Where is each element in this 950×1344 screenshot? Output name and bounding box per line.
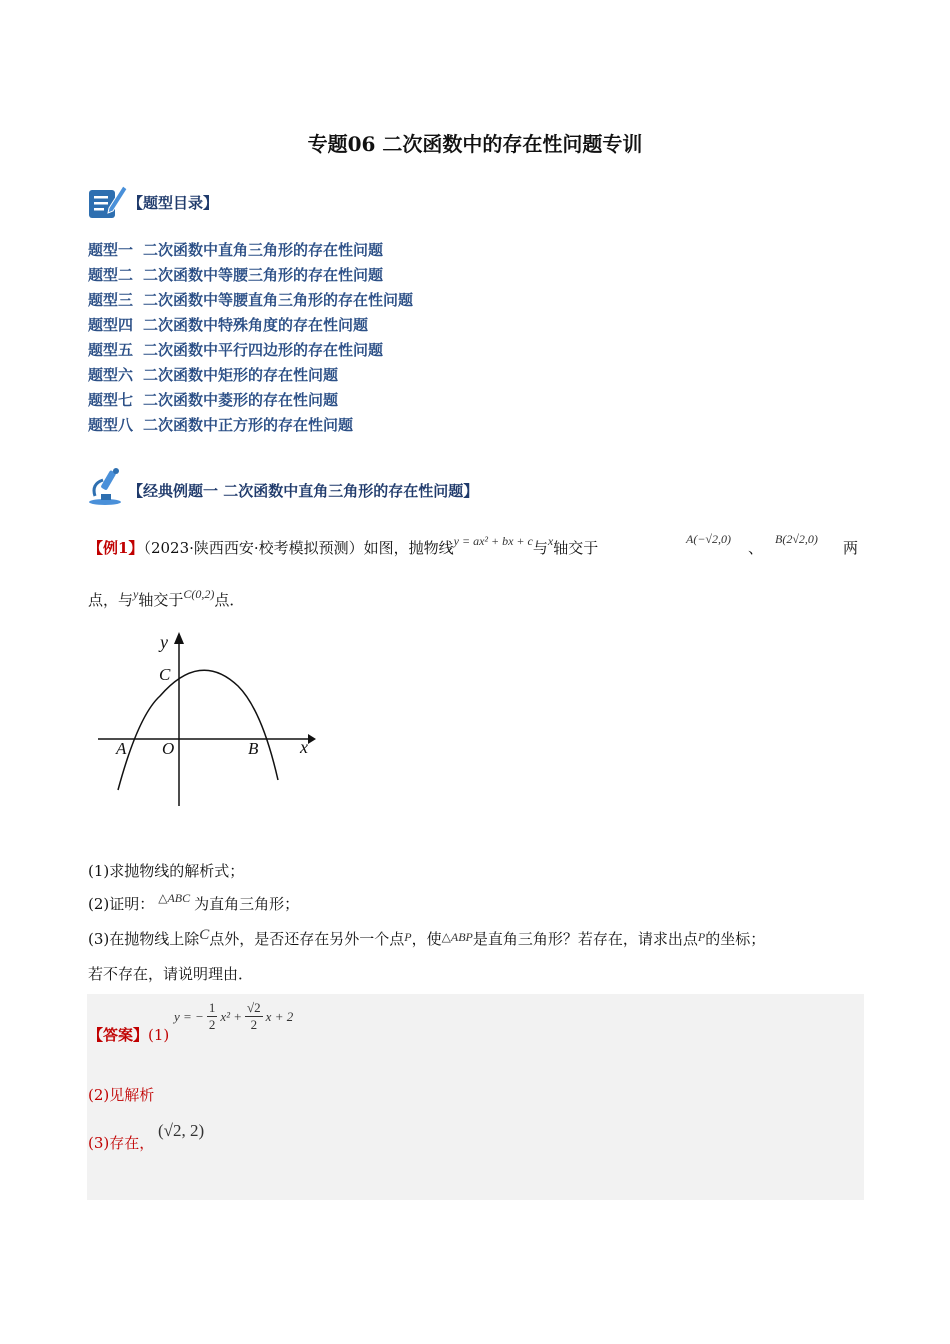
triangle-abp: △ABP xyxy=(441,930,473,944)
parabola-graph xyxy=(90,628,330,813)
toc-list xyxy=(88,238,413,438)
answer-3-value: (√2, 2) xyxy=(158,1121,205,1140)
toc-item[interactable]: 题型七 二次函数中菱形的存在性问题 xyxy=(88,391,339,409)
toc-item[interactable]: 题型五 二次函数中平行四边形的存在性问题 xyxy=(88,341,384,359)
edit-note-icon xyxy=(87,182,127,220)
toc-item[interactable]: 题型二 二次函数中等腰三角形的存在性问题 xyxy=(88,266,384,284)
point-a: A(−√2,0) xyxy=(686,532,732,546)
page-title: 专题06 二次函数中的存在性问题专训 xyxy=(307,132,643,156)
origin-label: O xyxy=(162,739,175,758)
example-tag: 【例1】 xyxy=(88,539,144,557)
y-variable: y xyxy=(133,587,139,601)
answer-1: 【答案】(1) xyxy=(88,1026,170,1044)
parabola-curve xyxy=(118,670,278,790)
fraction: $\frac{√2}{2}$ xyxy=(247,1000,261,1032)
toc-item[interactable]: 题型六 二次函数中矩形的存在性问题 xyxy=(88,366,339,384)
y-axis-arrow xyxy=(174,632,184,644)
separator: 、 xyxy=(748,539,764,557)
point-c-label: C xyxy=(159,665,171,684)
x-variable: x xyxy=(547,534,554,548)
answer-3: (3)存在， xyxy=(88,1134,155,1152)
question-2: (2)证明： $^{\triangle ABC}$ 为直角三角形； xyxy=(88,891,300,913)
point-b-label: B xyxy=(248,739,259,758)
answer-tag: 【答案】 xyxy=(88,1026,149,1044)
answer-2: (2)见解析 xyxy=(88,1086,155,1104)
y-axis-label: y xyxy=(160,632,168,652)
example-source: （2023·陕西西安·校考模拟预测）如图，抛物线 xyxy=(143,539,454,557)
point-c: C(0,2) xyxy=(183,587,215,601)
toc-item[interactable]: 题型三 二次函数中等腰直角三角形的存在性问题 xyxy=(88,291,414,309)
example-header: 【经典例题一 二次函数中直角三角形的存在性问题】 xyxy=(128,482,479,500)
question-1: (1)求抛物线的解析式； xyxy=(88,862,245,880)
x-axis-arrow xyxy=(308,734,316,744)
problem-line-2: 点，与$^y$轴交于$^{C(0,2)}$点． xyxy=(88,587,245,609)
problem-line-1: 【例1】（2023·陕西西安·校考模拟预测）如图，抛物线$^{y = ax^2 + bx + c}$与$^x$轴交于 xyxy=(88,534,599,557)
answer-1-formula: y = − $\frac{1}{2}$ x² + $\frac{√2}{2}$ x + 2 xyxy=(174,1000,294,1032)
toc-item[interactable]: 题型四 二次函数中特殊角度的存在性问题 xyxy=(88,316,369,334)
text-two: 两 xyxy=(843,539,859,557)
triangle-abc: △ABC xyxy=(158,891,191,905)
fraction: $\frac{1}{2}$ xyxy=(208,1000,216,1032)
toc-header: 【题型目录】 xyxy=(128,194,219,212)
point-a-label: A xyxy=(116,739,127,758)
x-axis-label: x xyxy=(300,737,308,757)
parabola-equation: y = ax² + bx + c xyxy=(453,534,533,548)
toc-item[interactable]: 题型八 二次函数中正方形的存在性问题 xyxy=(88,416,354,434)
question-3: (3)在抛物线上除C点外，是否还存在另外一个点$^P$，使$^{\triangle ABP}$是直角三角形？若存在，请求出点$^P$的坐标； xyxy=(88,927,766,948)
toc-item[interactable]: 题型一 二次函数中直角三角形的存在性问题 xyxy=(88,241,384,259)
microscope-icon xyxy=(87,466,125,506)
question-3-cont: 若不存在，请说明理由． xyxy=(88,965,254,983)
point-b: B(2√2,0) xyxy=(775,532,818,546)
